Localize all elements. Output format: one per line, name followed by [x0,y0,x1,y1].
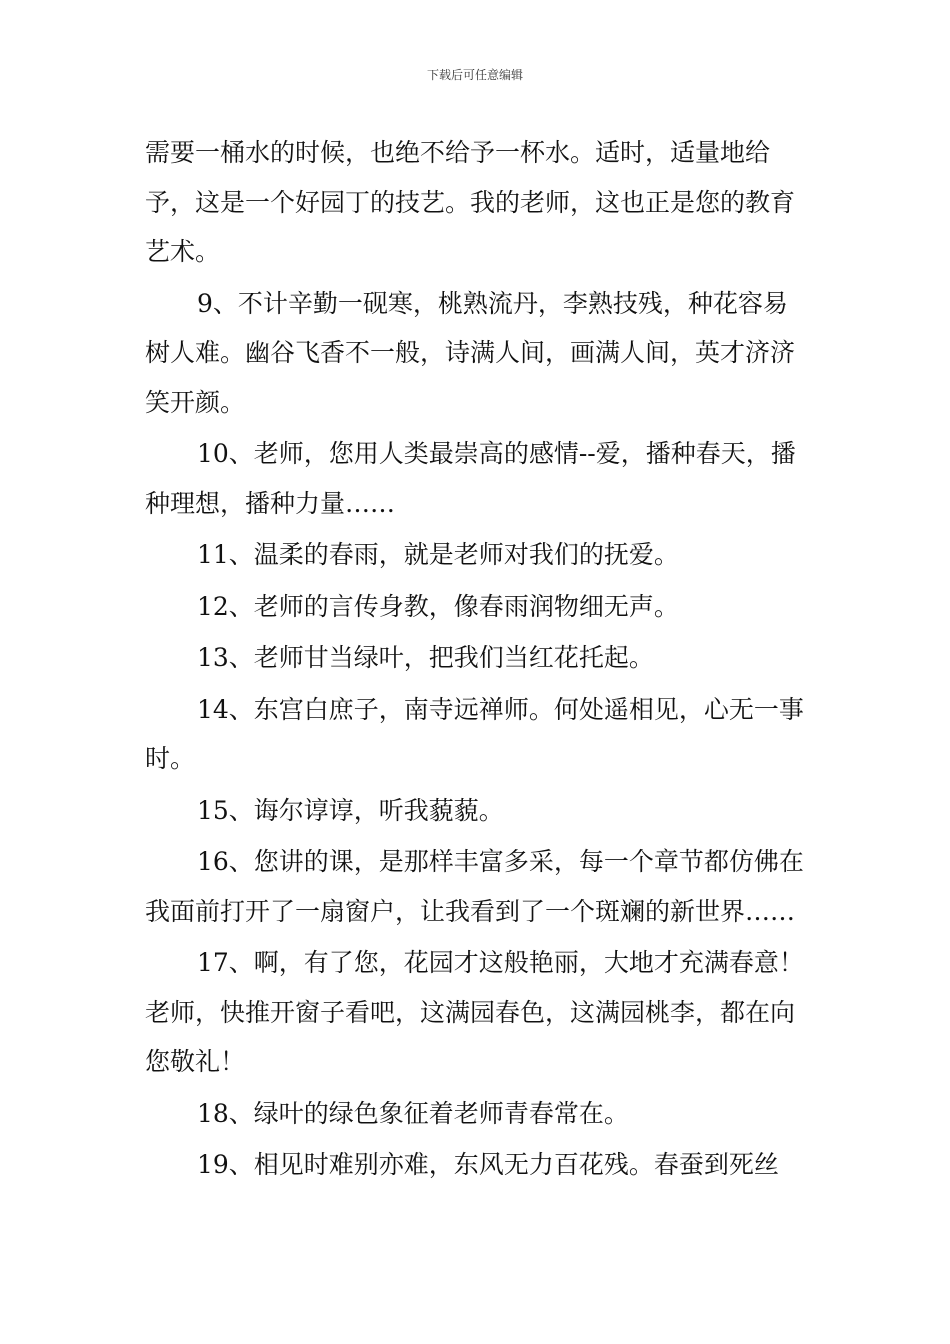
document-body [145,128,807,1192]
paragraph-9: 16、您讲的课，是那样丰富多采，每一个章节都仿佛在我面前打开了一扇窗户，让我看到了一个斑斓的新世界…… [145,847,804,926]
page-header: 下载后可任意编辑 [426,68,523,82]
paragraph-10: 17、啊，有了您，花园才这般艳丽，大地才充满春意！老师，快推开窗子看吧，这满园春色，这满园桃李，都在向您敬礼！ [145,948,804,1076]
paragraph-3: 10、老师，您用人类最崇高的感情--爱，播种春天，播种理想，播种力量…… [145,439,796,518]
paragraph-6: 13、老师甘当绿叶，把我们当红花托起。 [197,643,654,672]
paragraph-4: 11、温柔的春雨，就是老师对我们的抚爱。 [197,540,679,569]
paragraph-12: 19、相见时难别亦难，东风无力百花残。春蚕到死丝 [197,1150,779,1179]
paragraph-7: 14、东宫白庶子，南寺远禅师。何处遥相见，心无一事时。 [145,694,804,773]
paragraph-11: 18、绿叶的绿色象征着老师青春常在。 [197,1098,629,1128]
paragraph-5: 12、老师的言传身教，像春雨润物细无声。 [197,591,679,621]
paragraph-1: 需要一桶水的时候，也绝不给予一杯水。适时，适量地给予，这是一个好园丁的技艺。我的老师，这也正是您的教育艺术。 [145,138,796,266]
paragraph-2: 9、不计辛勤一砚寒，桃熟流丹，李熟技残，种花容易树人难。幽谷飞香不一般，诗满人间，画满人间，英才济济笑开颜。 [145,288,796,417]
paragraph-8: 15、诲尔谆谆，听我藐藐。 [197,795,504,825]
